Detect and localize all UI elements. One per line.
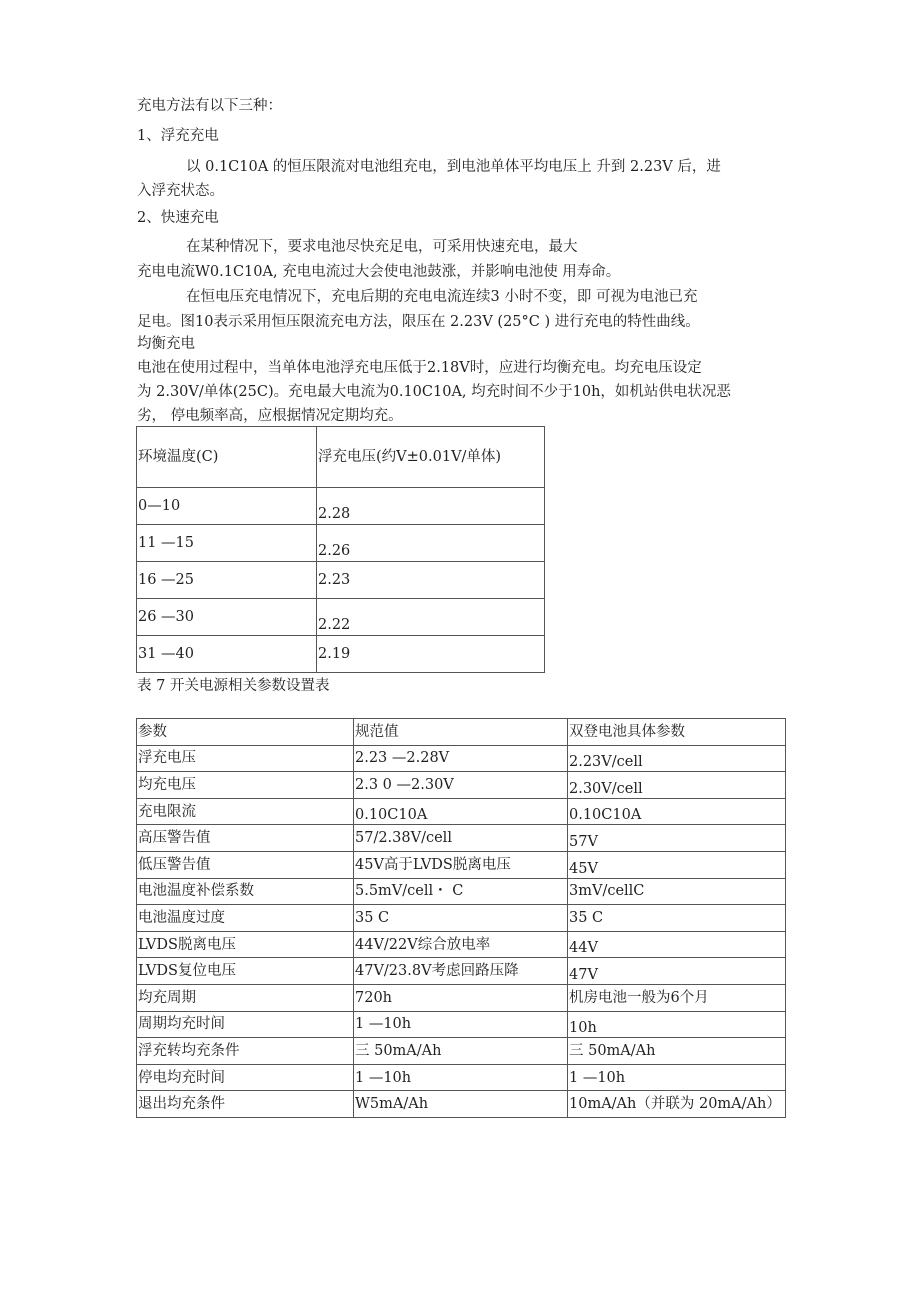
table-cell: 11 —15 <box>137 525 317 562</box>
table-cell: 45V <box>568 851 786 878</box>
table-header-cell: 浮充电压(约V±0.01V/单体) <box>317 427 545 488</box>
table-cell: 2.22 <box>317 599 545 636</box>
table-cell: 44V <box>568 931 786 958</box>
table-header-cell: 环境温度(C) <box>137 427 317 488</box>
table-cell: W5mA/Ah <box>354 1091 568 1118</box>
table-cell: LVDS复位电压 <box>137 958 354 985</box>
fast-charge-text-1: 在某种情况下，要求电池尽快充足电，可采用快速充电，最大 <box>186 239 578 255</box>
table-cell: 三 50mA/Ah <box>354 1038 568 1065</box>
table-caption: 表 7 开关电源相关参数设置表 <box>137 678 330 694</box>
table-cell: 47V/23.8V考虑回路压降 <box>354 958 568 985</box>
table-cell: 35 C <box>568 905 786 932</box>
table-cell: 低压警告值 <box>137 851 354 878</box>
table-cell: 44V/22V综合放电率 <box>354 931 568 958</box>
table-cell: 退出均充条件 <box>137 1091 354 1118</box>
table-cell: 31 —40 <box>137 636 317 673</box>
float-charge-text-1: 以 0.1C10A 的恒压限流对电池组充电，到电池单体平均电压上 升到 2.23V 后，进 <box>186 159 721 175</box>
table-row <box>137 798 786 825</box>
table-row <box>137 1011 786 1038</box>
table-header-row <box>137 719 786 746</box>
table-cell: 35 C <box>354 905 568 932</box>
equalize-text-2: 为 2.30V/单体(25C)。充电最大电流为0.10C10A, 均充时间不少于10h，如机站供电状况恶 <box>137 384 731 400</box>
table-cell: 0.10C10A <box>568 798 786 825</box>
table-cell: 周期均充时间 <box>137 1011 354 1038</box>
table-cell: 10h <box>568 1011 786 1038</box>
table-cell: 2.23V/cell <box>568 745 786 772</box>
table-cell: 3mV/cellC <box>568 878 786 905</box>
table-row <box>137 825 786 852</box>
equalize-text-1: 电池在使用过程中，当单体电池浮充电压低于2.18V时，应进行均衡充电。均充电压设定 <box>137 360 702 376</box>
float-charge-text-2: 入浮充状态。 <box>137 183 224 199</box>
table-cell: 2.3 0 —2.30V <box>354 772 568 799</box>
table-cell: 0—10 <box>137 488 317 525</box>
table-header-row <box>137 427 545 488</box>
power-parameter-table <box>136 718 786 1118</box>
table-cell: 16 —25 <box>137 562 317 599</box>
table-row <box>137 878 786 905</box>
table-row <box>137 599 545 636</box>
table-row <box>137 958 786 985</box>
fast-charge-text-2: 充电电流W0.1C10A, 充电电流过大会使电池鼓涨，并影响电池使 用寿命。 <box>137 264 621 280</box>
float-voltage-table <box>136 426 545 673</box>
table-header-cell: 参数 <box>137 719 354 746</box>
table-cell: 电池温度过度 <box>137 905 354 932</box>
table-cell: 10mA/Ah（并联为 20mA/Ah） <box>568 1091 786 1118</box>
table-row <box>137 772 786 799</box>
table-cell: 0.10C10A <box>354 798 568 825</box>
heading-fast-charge: 2、快速充电 <box>137 210 219 226</box>
intro-line: 充电方法有以下三种： <box>137 98 282 114</box>
table-cell: 停电均充时间 <box>137 1064 354 1091</box>
table-cell: 2.23 <box>317 562 545 599</box>
table-cell: 2.30V/cell <box>568 772 786 799</box>
table-row <box>137 562 545 599</box>
table-cell: 浮充转均充条件 <box>137 1038 354 1065</box>
table-row <box>137 1038 786 1065</box>
cv-charge-text-1: 在恒电压充电情况下，充电后期的充电电流连续3 小时不变，即 可视为电池已充 <box>186 289 698 305</box>
table-row <box>137 1091 786 1118</box>
table-row <box>137 905 786 932</box>
cv-charge-text-2: 足电。图10表示采用恒压限流充电方法，限压在 2.23V (25°C ) 进行充电的特性曲线。 <box>137 314 700 330</box>
table-cell: 5.5mV/cell・ C <box>354 878 568 905</box>
table-row <box>137 851 786 878</box>
table-cell: 45V高于LVDS脱离电压 <box>354 851 568 878</box>
table-cell: 充电限流 <box>137 798 354 825</box>
heading-equalize-charge: 均衡充电 <box>137 336 195 352</box>
table-cell: 2.26 <box>317 525 545 562</box>
table-header-cell: 规范值 <box>354 719 568 746</box>
table-row <box>137 745 786 772</box>
table-cell: 高压警告值 <box>137 825 354 852</box>
table-cell: LVDS脱离电压 <box>137 931 354 958</box>
table-cell: 1 —10h <box>568 1064 786 1091</box>
table-cell: 720h <box>354 984 568 1011</box>
table-cell: 2.19 <box>317 636 545 673</box>
table-row <box>137 984 786 1011</box>
table-row <box>137 636 545 673</box>
table-cell: 1 —10h <box>354 1064 568 1091</box>
table-row <box>137 931 786 958</box>
table-cell: 57/2.38V/cell <box>354 825 568 852</box>
table-cell: 47V <box>568 958 786 985</box>
table-cell: 电池温度补偿系数 <box>137 878 354 905</box>
table-cell: 26 —30 <box>137 599 317 636</box>
equalize-text-3: 劣， 停电频率高，应根据情况定期均充。 <box>137 408 403 424</box>
table-row <box>137 525 545 562</box>
table-cell: 均充周期 <box>137 984 354 1011</box>
table-cell: 机房电池一般为6个月 <box>568 984 786 1011</box>
table-cell: 浮充电压 <box>137 745 354 772</box>
table-row <box>137 488 545 525</box>
table-cell: 2.28 <box>317 488 545 525</box>
table-cell: 1 —10h <box>354 1011 568 1038</box>
table-row <box>137 1064 786 1091</box>
table-cell: 2.23 —2.28V <box>354 745 568 772</box>
table-header-cell: 双登电池具体参数 <box>568 719 786 746</box>
table-cell: 三 50mA/Ah <box>568 1038 786 1065</box>
table-cell: 57V <box>568 825 786 852</box>
heading-float-charge: 1、浮充充电 <box>137 128 219 144</box>
table-cell: 均充电压 <box>137 772 354 799</box>
